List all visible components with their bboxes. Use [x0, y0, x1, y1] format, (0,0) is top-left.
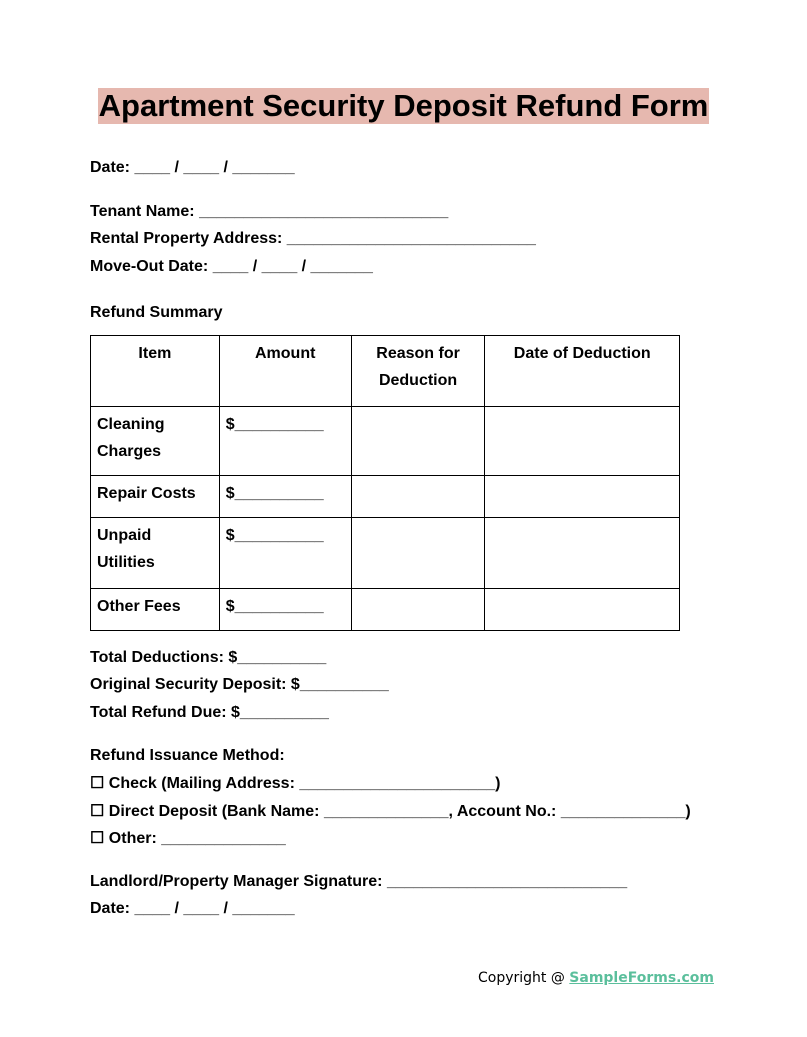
item-cell: Other Fees: [91, 589, 220, 631]
copyright-footer: [478, 970, 714, 986]
total-deductions-field[interactable]: Total Deductions: $__________: [90, 649, 327, 666]
moveout-label: Move-Out Date:: [90, 258, 209, 275]
reason-cell[interactable]: [351, 518, 485, 589]
date-cell[interactable]: [485, 476, 680, 518]
issuance-heading: Refund Issuance Method:: [90, 747, 285, 764]
table-row: [91, 589, 680, 631]
total-refund-field[interactable]: Total Refund Due: $__________: [90, 704, 329, 721]
address-label: Rental Property Address:: [90, 230, 283, 247]
amount-cell[interactable]: $__________: [219, 518, 351, 589]
address-field[interactable]: [90, 229, 536, 249]
amount-cell[interactable]: $__________: [219, 476, 351, 518]
other-option[interactable]: ☐ Other: ______________: [90, 830, 286, 847]
check-option[interactable]: ☐ Check (Mailing Address: ______________________): [90, 775, 501, 792]
tenant-name-blank[interactable]: ____________________________: [199, 203, 449, 220]
signature-date-blank[interactable]: ____ / ____ / _______: [134, 900, 295, 917]
date-field[interactable]: [90, 158, 295, 178]
page-title: Apartment Security Deposit Refund Form: [98, 88, 709, 123]
column-header-amount: Amount: [219, 336, 351, 407]
amount-cell[interactable]: $__________: [219, 589, 351, 631]
amount-cell[interactable]: $__________: [219, 407, 351, 476]
table-row: [91, 476, 680, 518]
direct-deposit-option[interactable]: ☐ Direct Deposit (Bank Name: ______________, Account No.: ______________): [90, 803, 691, 820]
reason-cell[interactable]: [351, 589, 485, 631]
signature-label: Landlord/Property Manager Signature:: [90, 873, 383, 890]
copyright-text: Copyright @: [477, 970, 565, 986]
tenant-name-label: Tenant Name:: [90, 203, 195, 220]
brand-link[interactable]: SampleForms.com: [569, 970, 714, 986]
column-header-item: Item: [91, 336, 220, 407]
moveout-blank[interactable]: ____ / ____ / _______: [212, 258, 373, 275]
date-label: Date:: [90, 159, 131, 176]
original-deposit-field[interactable]: Original Security Deposit: $__________: [90, 676, 389, 693]
item-cell: Repair Costs: [91, 476, 220, 518]
moveout-date-field[interactable]: [90, 257, 373, 277]
refund-summary-table: [90, 335, 680, 631]
signature-date-label: Date:: [90, 900, 131, 917]
item-cell: Cleaning Charges: [91, 407, 220, 476]
table-header-row: [91, 336, 680, 407]
title-container: [0, 88, 807, 124]
date-cell[interactable]: [485, 518, 680, 589]
signature-date-field[interactable]: [90, 899, 295, 919]
signature-blank[interactable]: ___________________________: [386, 873, 628, 890]
column-header-date: Date of Deduction: [485, 336, 680, 407]
address-blank[interactable]: ____________________________: [286, 230, 536, 247]
reason-cell[interactable]: [351, 476, 485, 518]
table-row: [91, 518, 680, 589]
date-cell[interactable]: [485, 589, 680, 631]
reason-cell[interactable]: [351, 407, 485, 476]
signature-field[interactable]: [90, 872, 627, 892]
tenant-name-field[interactable]: [90, 202, 448, 222]
refund-summary-heading: Refund Summary: [90, 304, 223, 321]
table-row: [91, 407, 680, 476]
date-cell[interactable]: [485, 407, 680, 476]
item-cell: Unpaid Utilities: [91, 518, 220, 589]
column-header-reason: Reason for Deduction: [351, 336, 485, 407]
date-blank[interactable]: ____ / ____ / _______: [134, 159, 295, 176]
